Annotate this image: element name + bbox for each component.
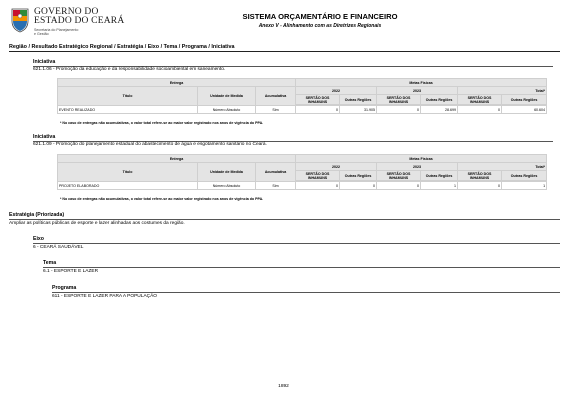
outras-header: Outras Regiões bbox=[421, 171, 458, 181]
row-unidade: Número Absoluto bbox=[198, 106, 256, 114]
logo-line-1: GOVERNO DO bbox=[34, 7, 99, 17]
breadcrumb-divider bbox=[9, 51, 560, 52]
total-header: Total* bbox=[458, 87, 547, 95]
row-value: 0 bbox=[340, 182, 377, 190]
row-acumulativa: Sim bbox=[256, 106, 296, 114]
row-value: 0 bbox=[458, 182, 502, 190]
total-header: Total* bbox=[458, 163, 547, 171]
row-unidade: Número Absoluto bbox=[198, 182, 256, 190]
iniciativa-1-text: 621.1.06 - Promoção da educação e da responsabilidade socioambiental em saneamento. bbox=[33, 67, 226, 72]
row-value: 60.604 bbox=[502, 106, 547, 114]
tema-text: 6.1 - ESPORTE E LAZER bbox=[43, 269, 99, 274]
programa-label: Programa bbox=[52, 285, 77, 291]
acumulativa-header: Acumulativa bbox=[256, 163, 296, 182]
year-2022-header: 2022 bbox=[296, 163, 377, 171]
metas-table-1 bbox=[57, 78, 547, 114]
year-2023-header: 2023 bbox=[377, 87, 458, 95]
row-value: 0 bbox=[377, 182, 421, 190]
page-number: 1892 bbox=[278, 384, 289, 389]
row-value: 1 bbox=[421, 182, 458, 190]
row-value: 0 bbox=[296, 106, 340, 114]
sertao-header: SERTÃO DOS INHAMUNS bbox=[377, 171, 421, 181]
metas-header: Metas Físicas bbox=[296, 79, 547, 87]
logo-line-4: e Gestão bbox=[34, 32, 49, 36]
row-titulo: PROJETO ELABORADO bbox=[58, 182, 198, 190]
unidade-header: Unidade de Medida bbox=[198, 87, 256, 106]
programa-divider bbox=[52, 292, 560, 293]
row-value: 28.699 bbox=[421, 106, 458, 114]
tema-divider bbox=[43, 267, 560, 268]
metas-table-2 bbox=[57, 154, 547, 190]
outras-header: Outras Regiões bbox=[340, 95, 377, 105]
row-value: 31.905 bbox=[340, 106, 377, 114]
sertao-header: SERTÃO DOS INHAMUNS bbox=[458, 171, 502, 181]
eixo-label: Eixo bbox=[33, 236, 44, 242]
page-title: SISTEMA ORÇAMENTÁRIO E FINANCEIRO bbox=[242, 12, 398, 21]
row-acumulativa: Sim bbox=[256, 182, 296, 190]
table-footnote: * No caso de entregas não acumulativas, o valor total refere-se ao maior valor registrado nos anos de vigência do PPA. bbox=[60, 121, 264, 125]
sertao-header: SERTÃO DOS INHAMUNS bbox=[296, 171, 340, 181]
estrategia-divider bbox=[9, 219, 560, 220]
iniciativa-2-text: 621.1.09 - Promoção do planejamento estadual do abastecimento de água e esgotamento sanitário no Ceará. bbox=[33, 142, 267, 147]
row-value: 1 bbox=[502, 182, 547, 190]
tema-label: Tema bbox=[43, 260, 57, 266]
logo-line-2: ESTADO DO CEARÁ bbox=[34, 16, 125, 26]
sertao-header: SERTÃO DOS INHAMUNS bbox=[296, 95, 340, 105]
row-value: 0 bbox=[458, 106, 502, 114]
outras-header: Outras Regiões bbox=[502, 171, 547, 181]
iniciativa-1-label: Iniciativa bbox=[33, 59, 56, 65]
outras-header: Outras Regiões bbox=[502, 95, 547, 105]
estrategia-text: Ampliar as políticas públicas de esporte e lazer alinhadas aos costumes da região. bbox=[9, 221, 185, 226]
iniciativa-2-label: Iniciativa bbox=[33, 134, 56, 140]
entrega-header: Entrega bbox=[58, 79, 296, 87]
estrategia-label: Estratégia (Priorizada) bbox=[9, 212, 65, 218]
logo-line-3: Secretaria do Planejamento bbox=[34, 28, 79, 32]
breadcrumb: Região / Resultado Estratégico Regional / Estratégia / Eixo / Tema / Programa / Iniciativa bbox=[9, 44, 235, 50]
titulo-header: Título bbox=[58, 163, 198, 182]
row-value: 0 bbox=[296, 182, 340, 190]
ceara-emblem-icon bbox=[8, 7, 32, 33]
row-titulo: EVENTO REALIZADO bbox=[58, 106, 198, 114]
sertao-header: SERTÃO DOS INHAMUNS bbox=[458, 95, 502, 105]
acumulativa-header: Acumulativa bbox=[256, 87, 296, 106]
eixo-divider bbox=[33, 243, 560, 244]
year-2022-header: 2022 bbox=[296, 87, 377, 95]
table-row bbox=[58, 182, 547, 190]
titulo-header: Título bbox=[58, 87, 198, 106]
unidade-header: Unidade de Medida bbox=[198, 163, 256, 182]
table-row bbox=[58, 106, 547, 114]
row-value: 0 bbox=[377, 106, 421, 114]
eixo-text: 6 - CEARÁ SAUDÁVEL bbox=[33, 245, 84, 250]
table-footnote: * No caso de entregas não acumulativas, o valor total refere-se ao maior valor registrado nos anos de vigência do PPA. bbox=[60, 197, 264, 201]
sertao-header: SERTÃO DOS INHAMUNS bbox=[377, 95, 421, 105]
page-subtitle: Anexo V - Alinhamento com as Diretrizes Regionais bbox=[258, 23, 382, 29]
entrega-header: Entrega bbox=[58, 155, 296, 163]
programa-text: 611 - ESPORTE E LAZER PARA A POPULAÇÃO bbox=[52, 294, 158, 299]
metas-header: Metas Físicas bbox=[296, 155, 547, 163]
year-2023-header: 2023 bbox=[377, 163, 458, 171]
government-logo bbox=[8, 7, 125, 37]
outras-header: Outras Regiões bbox=[340, 171, 377, 181]
outras-header: Outras Regiões bbox=[421, 95, 458, 105]
